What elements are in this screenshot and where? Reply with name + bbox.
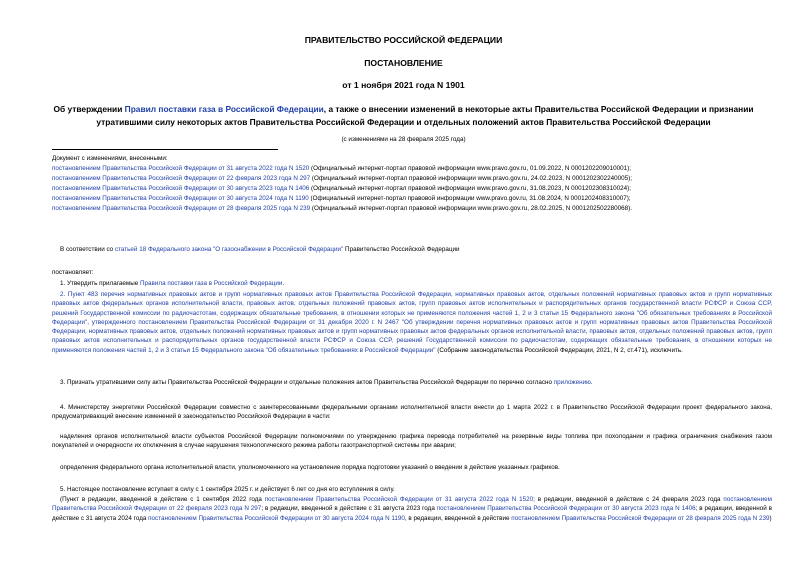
item-2 xyxy=(52,290,772,355)
amendments-list xyxy=(52,154,772,215)
item-2-link[interactable]: 2. Пункт 483 перечня нормативных правовых актов и групп нормативных правовых актов Правительства Российской Федерации, нормативных правовых актов, отдельных положений нормативных правовых актов и групп нормативных правовых актов федеральных органов исполнительной власти, правовых актов, отдельных положений правовых актов, групп правовых актов исполнительных и распорядительных органов государственной власти РСФСР и Союза ССР, решений Государственной комиссии по радиочастотам, содержащих обязательные требования, в отношении которых не применяются положения частей 1, 2 и 3 статьи 15 Федерального закона "Об обязательных требованиях в Российской Федерации", утвержденного постановлением Правительства Российской Федерации от 31 декабря 2020 г. N 2467 "Об утверждении перечня нормативных правовых актов и групп нормативных правовых актов Правительства Российской Федерации, нормативных правовых актов, отдельных положений нормативных правовых актов и групп нормативных правовых актов федеральных органов исполнительной власти, правовых актов, отдельных положений правовых актов, групп правовых актов исполнительных и распорядительных органов государственной власти РСФСР и Союза ССР, решений Государственной комиссии по радиочастотам, содержащих обязательные требования, в отношении которых не применяются положения частей 1, 2 и 3 статьи 15 Федерального закона "Об обязательных требованиях в Российской Федерации" xyxy=(52,291,772,354)
amendment-source: (Официальный интернет-портал правовой информации www.pravo.gov.ru, 31.08.2024, N 0001202408310007); xyxy=(308,195,631,203)
note-link[interactable]: постановлением Правительства Российской Федерации от 31 августа 2022 года N 1520 xyxy=(264,496,534,503)
note-link[interactable]: постановлением Правительства Российской Федерации от 28 февраля 2025 года N 239 xyxy=(511,514,770,522)
revision-note: (с изменениями на 28 февраля 2025 года) xyxy=(341,136,466,143)
amendment-link[interactable]: постановлением Правительства Российской Федерации от 30 августа 2024 года N 1190 xyxy=(52,195,309,203)
doc-date-number: от 1 ноября 2021 года N 1901 xyxy=(342,80,465,90)
item-3-prefix: 3. Признать утратившими силу акты Правительства Российской Федерации и отдельные положения актов Правительства Российской Федерации по перечню согласно xyxy=(60,379,554,386)
item-2-suffix: (Собрание законодательства Российской Федерации, 2021, N 2, ст.471), исключить. xyxy=(435,346,683,354)
amendment-link[interactable]: постановлением Правительства Российской Федерации от 22 февраля 2023 года N 297 xyxy=(52,175,311,183)
amendment-link[interactable]: постановлением Правительства Российской Федерации от 30 августа 2023 года N 1406 xyxy=(52,185,310,193)
note-text: ; в редакции, введенной в действие с 24 февраля 2023 года xyxy=(533,496,724,503)
item-1-rules-link[interactable]: Правила поставки газа в Российской Федерации xyxy=(140,280,283,287)
item-3-suffix: . xyxy=(590,379,593,386)
title-prefix: Об утверждении xyxy=(53,104,125,114)
item-1 xyxy=(52,279,772,288)
item-1-prefix: 1. Утвердить прилагаемые xyxy=(60,280,140,287)
amendment-item xyxy=(52,184,772,194)
document-title xyxy=(40,103,767,128)
amendments-heading: Документ с изменениями, внесенными: xyxy=(52,155,168,162)
amendment-link[interactable]: постановлением Правительства Российской Федерации от 28 февраля 2025 года N 239 xyxy=(52,205,311,213)
preamble-suffix: Правительство Российской Федерации xyxy=(343,246,460,253)
amendment-source: (Официальный интернет-портал правовой информации www.pravo.gov.ru, 01.09.2022, N 0001202209010001); xyxy=(309,165,632,173)
note-text: ; в редакции, введенной в действие с 31 августа 2024 года xyxy=(52,505,772,522)
amendment-source: (Официальный интернет-портал правовой информации www.pravo.gov.ru, 28.02.2025, N 0001202502280068). xyxy=(310,205,632,213)
amendment-item xyxy=(52,204,772,214)
item-1-suffix: . xyxy=(282,280,285,287)
note-text: ) xyxy=(769,514,772,522)
note-link[interactable]: постановлением Правительства Российской Федерации от 30 августа 2023 года N 1406 xyxy=(436,505,696,513)
item-3 xyxy=(52,378,772,387)
note-text: (Пункт в редакции, введенной в действие с 1 сентября 2022 года xyxy=(60,496,265,503)
amendment-item xyxy=(52,174,772,184)
item-4a: наделения органов исполнительной власти субъектов Российской Федерации полномочиями по утверждению графика перевода потребителей на резервные виды топлива при похолодании и графика ограничения снабжения газом покупателей и очередности их отключения в случае нарушения технологического режима работы газотранспортной системы при аварии; xyxy=(52,433,772,450)
divider xyxy=(52,149,278,150)
note-text: , в редакции, введенной в действие xyxy=(404,514,512,522)
amendment-source: (Официальный интернет-портал правовой информации www.pravo.gov.ru, 31.08.2023, N 0001202308310024); xyxy=(309,185,632,193)
title-rules-link[interactable]: Правил поставки газа в Российской Федерации xyxy=(124,104,324,114)
note-link[interactable]: постановлением Правительства Российской Федерации от 22 февраля 2023 года N 297 xyxy=(52,496,772,513)
amendment-item xyxy=(52,164,772,174)
appendix-link[interactable]: приложению xyxy=(553,379,591,386)
note-link[interactable]: постановлением Правительства Российской Федерации от 30 августа 2024 года N 1190 xyxy=(148,514,405,522)
amendment-link[interactable]: постановлением Правительства Российской Федерации от 31 августа 2022 года N 1520 xyxy=(52,165,310,173)
government-heading: ПРАВИТЕЛЬСТВО РОССИЙСКОЙ ФЕДЕРАЦИИ xyxy=(304,35,503,45)
item-4b: определения федерального органа исполнительной власти, уполномоченного на установление порядка подготовки указаний о введении в действие указанных графиков. xyxy=(60,464,560,471)
preamble xyxy=(52,245,772,254)
gas-law-link[interactable]: статьей 18 Федерального закона "О газоснабжении в Российской Федерации" xyxy=(114,246,344,253)
item-5-note xyxy=(52,495,772,523)
note-text: ; в редакции, введенной в действие с 31 августа 2023 года xyxy=(261,505,437,513)
preamble-prefix: В соответствии со xyxy=(60,246,115,253)
resolves-text: постановляет: xyxy=(52,269,94,276)
item-4: 4. Министерству энергетики Российской Федерации совместно с заинтересованными федеральными органами исполнительной власти внести до 1 марта 2022 г. в Правительство Российской Федерации проект федерального закона, предусматривающий внесение изменений в законодательство Российской Федерации в части: xyxy=(52,404,772,421)
title-suffix: , а также о внесении изменений в некоторые акты Правительства Российской Федерации и признании утратившими силу некоторых актов Правительства Российской Федерации и отдельных положений актов Правительства Российской Федерации xyxy=(96,104,754,127)
doc-type-heading: ПОСТАНОВЛЕНИЕ xyxy=(364,58,443,68)
amendment-item xyxy=(52,194,772,204)
amendment-source: (Официальный интернет-портал правовой информации www.pravo.gov.ru, 24.02.2023, N 0001202302240005); xyxy=(310,175,632,183)
item-5: 5. Настоящее постановление вступает в силу с 1 сентября 2025 г. и действует 6 лет со дня его вступления в силу. xyxy=(60,486,395,493)
